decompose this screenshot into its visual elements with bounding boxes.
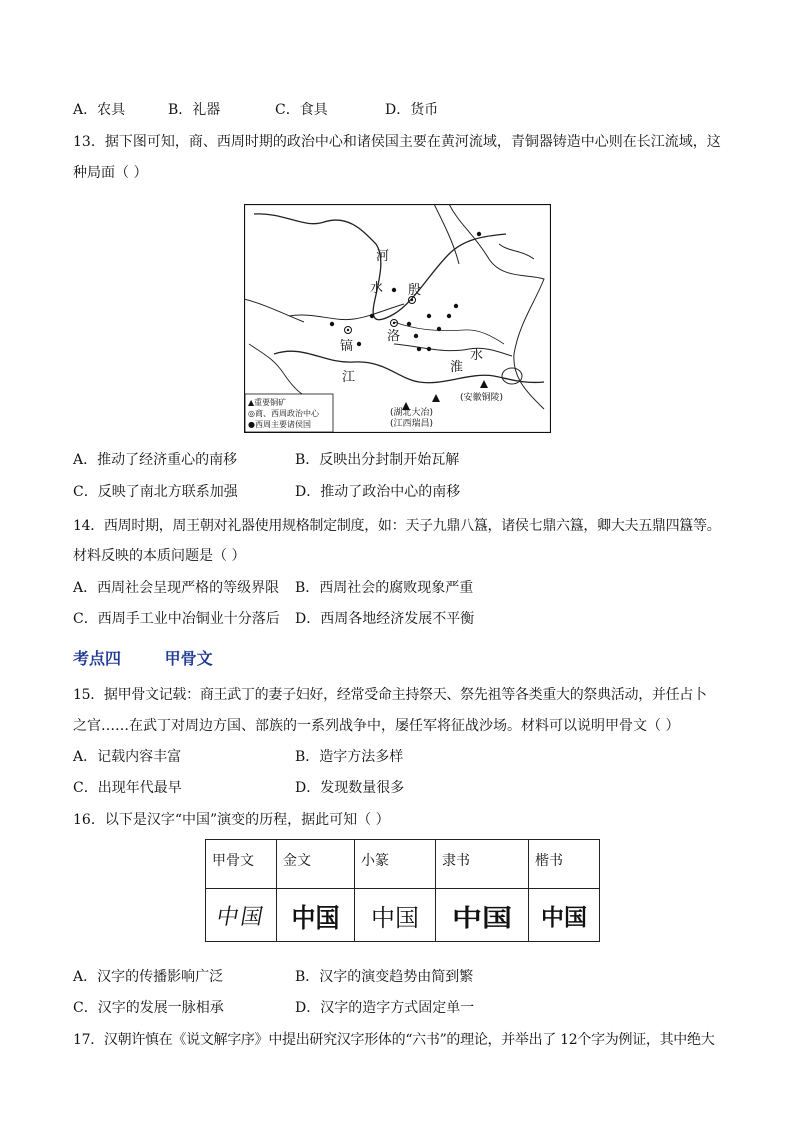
q14-option-b: B．西周社会的腐败现象严重: [295, 580, 474, 596]
q14-stem-line1: 14．西周时期，周王朝对礼器使用规格制定制度，如：天子九鼎八簋，诸侯七鼎六簋，卿大夫五鼎四簋等。: [73, 518, 721, 534]
q15-stem-line1: 15．据甲骨文记载：商王武丁的妻子妇好，经常受命主持祭天、祭先祖等各类重大的祭典活动，并任占卜: [73, 687, 707, 703]
q12-option-d: D．货币: [385, 102, 439, 118]
q13-stem-line1: 13．据下图可知，商、西周时期的政治中心和诸侯国主要在黄河流域，青铜器铸造中心则在长江流域，这: [73, 134, 721, 150]
q13-option-d: D．推动了政治中心的南移: [295, 484, 461, 500]
q14-option-a: A．西周社会呈现严格的等级界限: [73, 580, 280, 596]
map-label-hubei: (湖北大冶): [390, 408, 434, 418]
script-evolution-table: [205, 839, 600, 942]
header-jinwen: 金文: [277, 840, 355, 889]
q15-option-a: A．记载内容丰富: [73, 749, 182, 765]
q15-option-d: D．发现数量很多: [295, 780, 405, 796]
q14-option-c: C．西周手工业中冶铜业十分落后: [73, 611, 280, 627]
q13-option-a: A．推动了经济重心的南移: [73, 452, 238, 468]
header-jiaguwen: 甲骨文: [206, 840, 277, 889]
header-lishu: 隶书: [436, 840, 529, 889]
glyph-jinwen: 中国: [277, 889, 355, 942]
glyph-lishu: 中国: [436, 889, 529, 942]
q15-option-c: C．出现年代最早: [73, 780, 182, 796]
q15-option-b: B．造字方法多样: [295, 749, 404, 765]
bronze-map: [244, 204, 551, 433]
map-label-yin: 殷: [408, 283, 422, 298]
map-label-huai: 淮: [450, 360, 464, 375]
header-xiaozhuan: 小篆: [355, 840, 436, 889]
q16-option-d: D．汉字的造字方式固定单一: [295, 1000, 475, 1016]
map-label-shui2: 水: [470, 348, 484, 363]
q12-option-b: B．礼器: [168, 102, 221, 118]
q14-stem-line2: 材料反映的本质问题是（ ）: [73, 548, 246, 564]
q16-stem: 16．以下是汉字“中国”演变的历程，据此可知（ ）: [73, 812, 390, 828]
q16-option-c: C．汉字的发展一脉相承: [73, 1000, 224, 1016]
map-label-anhui: (安徽铜陵): [460, 393, 504, 403]
map-legend-mine: ▲重要铜矿: [248, 398, 287, 407]
map-label-luo: 洛: [387, 329, 401, 344]
header-kaishu: 楷书: [529, 840, 600, 889]
map-legend-vassal: ●西周主要诸侯国: [248, 420, 311, 429]
map-label-shui1: 水: [370, 281, 384, 296]
q16-option-b: B．汉字的演变趋势由简到繁: [295, 969, 474, 985]
q12-option-a: A．农具: [73, 102, 126, 118]
q14-option-d: D．西周各地经济发展不平衡: [295, 611, 475, 627]
q16-option-a: A．汉字的传播影响广泛: [73, 969, 224, 985]
map-label-he: 河: [376, 249, 390, 264]
glyph-jiaguwen: 中国: [206, 889, 277, 942]
map-label-jiang: 江: [342, 370, 356, 385]
map-label-jiangxi: (江西瑞昌): [390, 419, 434, 429]
q12-option-c: C．食具: [275, 102, 328, 118]
section-heading: [73, 646, 213, 669]
map-label-hao: 镐: [340, 339, 354, 354]
q13-stem-line2: 种局面（ ）: [73, 165, 148, 181]
q15-stem-line2: 之官……在武丁对周边方国、部族的一系列战争中，屡任军将征战沙场。材料可以说明甲骨文（ ）: [73, 718, 680, 734]
map-legend-center: ◎商、西周政治中心: [248, 409, 319, 418]
glyph-xiaozhuan: 中国: [355, 889, 436, 942]
q13-option-b: B．反映出分封制开始瓦解: [295, 452, 460, 468]
section-title: 甲骨文: [164, 649, 213, 668]
glyph-kaishu: 中国: [529, 889, 600, 942]
q13-option-c: C．反映了南北方联系加强: [73, 484, 238, 500]
section-label: 考点四: [73, 649, 122, 668]
q17-stem-line1: 17．汉朝许慎在《说文解字序》中提出研究汉字形体的“六书”的理论，并举出了 12个字为例证，其中绝大: [73, 1032, 715, 1048]
